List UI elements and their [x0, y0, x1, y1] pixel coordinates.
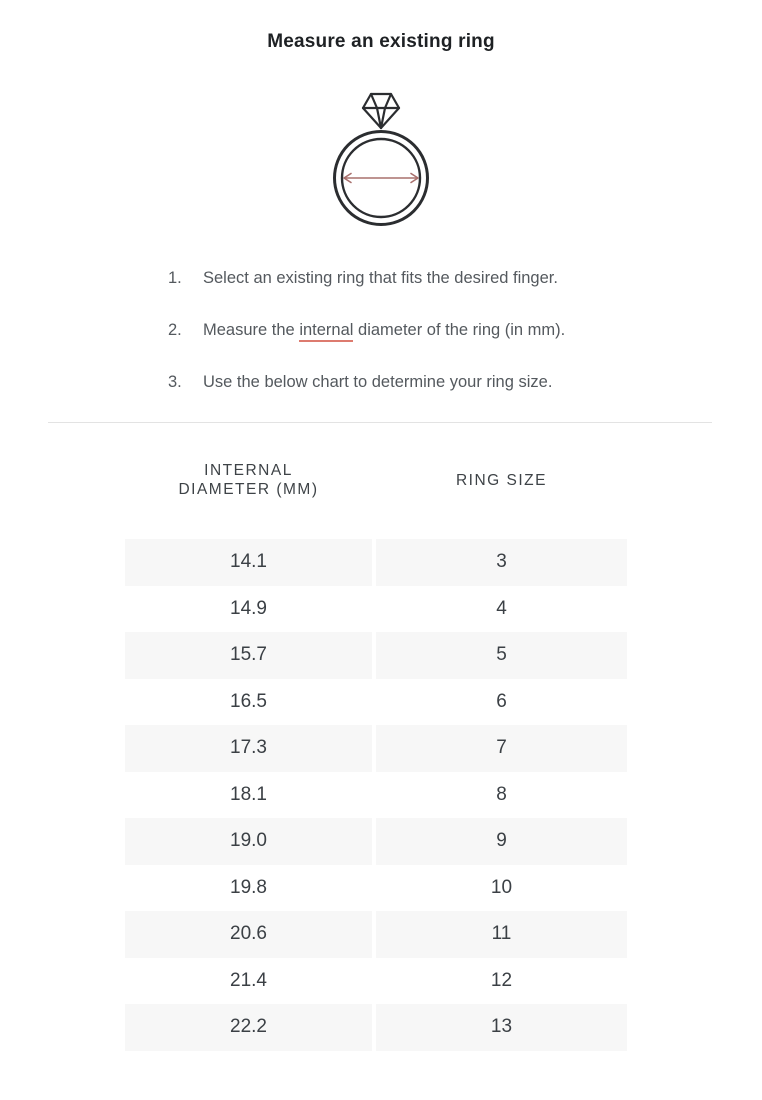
- instruction-step-2: [168, 318, 762, 342]
- ring-size-table-body: [125, 539, 627, 1051]
- diameter-cell: 18.1: [230, 783, 267, 805]
- diameter-cell: 15.7: [125, 632, 372, 679]
- size-cell: 5: [376, 632, 627, 679]
- diamond-icon: [363, 94, 399, 128]
- step-number: 2.: [168, 321, 182, 339]
- step-number: 3.: [168, 373, 182, 391]
- underlined-word: internal: [299, 321, 353, 342]
- diameter-cell: 14.1: [125, 539, 372, 586]
- diameter-cell: 14.9: [230, 597, 267, 619]
- diameter-cell: 19.8: [230, 876, 267, 898]
- diameter-cell: 16.5: [230, 690, 267, 712]
- step-text: Measure the internal diameter of the ring (in mm).: [203, 318, 565, 342]
- diameter-arrow-icon: [344, 174, 418, 183]
- page-title: Measure an existing ring: [267, 31, 495, 52]
- instruction-step-3: [168, 370, 762, 394]
- step-text: Use the below chart to determine your ring size.: [203, 373, 553, 391]
- size-cell: 13: [376, 1004, 627, 1051]
- step-number: 1.: [168, 269, 182, 287]
- table-row: [125, 1004, 627, 1051]
- instruction-step-1: [168, 266, 762, 290]
- table-row: [125, 632, 627, 679]
- table-row: [125, 958, 627, 1005]
- size-cell: 4: [496, 597, 507, 619]
- table-row: [125, 586, 627, 633]
- size-cell: 3: [376, 539, 627, 586]
- table-row: [125, 725, 627, 772]
- size-cell: 8: [496, 783, 507, 805]
- table-row: [125, 911, 627, 958]
- diameter-cell: 21.4: [230, 969, 267, 991]
- table-row: [125, 772, 627, 819]
- ring-diagram: [0, 86, 762, 232]
- diameter-cell: 22.2: [125, 1004, 372, 1051]
- diameter-cell: 20.6: [125, 911, 372, 958]
- size-cell: 6: [496, 690, 507, 712]
- column-header-internal-diameter: INTERNAL DIAMETER (MM): [178, 462, 319, 498]
- table-row: [125, 865, 627, 912]
- table-row: [125, 818, 627, 865]
- diameter-cell: 19.0: [125, 818, 372, 865]
- section-divider: [48, 422, 712, 423]
- size-cell: 12: [490, 969, 513, 991]
- diamond-ring-icon: [326, 86, 436, 232]
- size-cell: 10: [490, 876, 513, 898]
- step-text: Select an existing ring that fits the desired finger.: [203, 269, 558, 287]
- diameter-cell: 17.3: [125, 725, 372, 772]
- size-cell: 9: [376, 818, 627, 865]
- column-header-ring-size: RING SIZE: [455, 471, 547, 489]
- table-header-row: [125, 461, 627, 499]
- size-cell: 7: [376, 725, 627, 772]
- table-row: [125, 539, 627, 586]
- table-row: [125, 679, 627, 726]
- ring-size-table: [125, 461, 627, 1051]
- instructions-list: [168, 266, 762, 394]
- size-cell: 11: [376, 911, 627, 958]
